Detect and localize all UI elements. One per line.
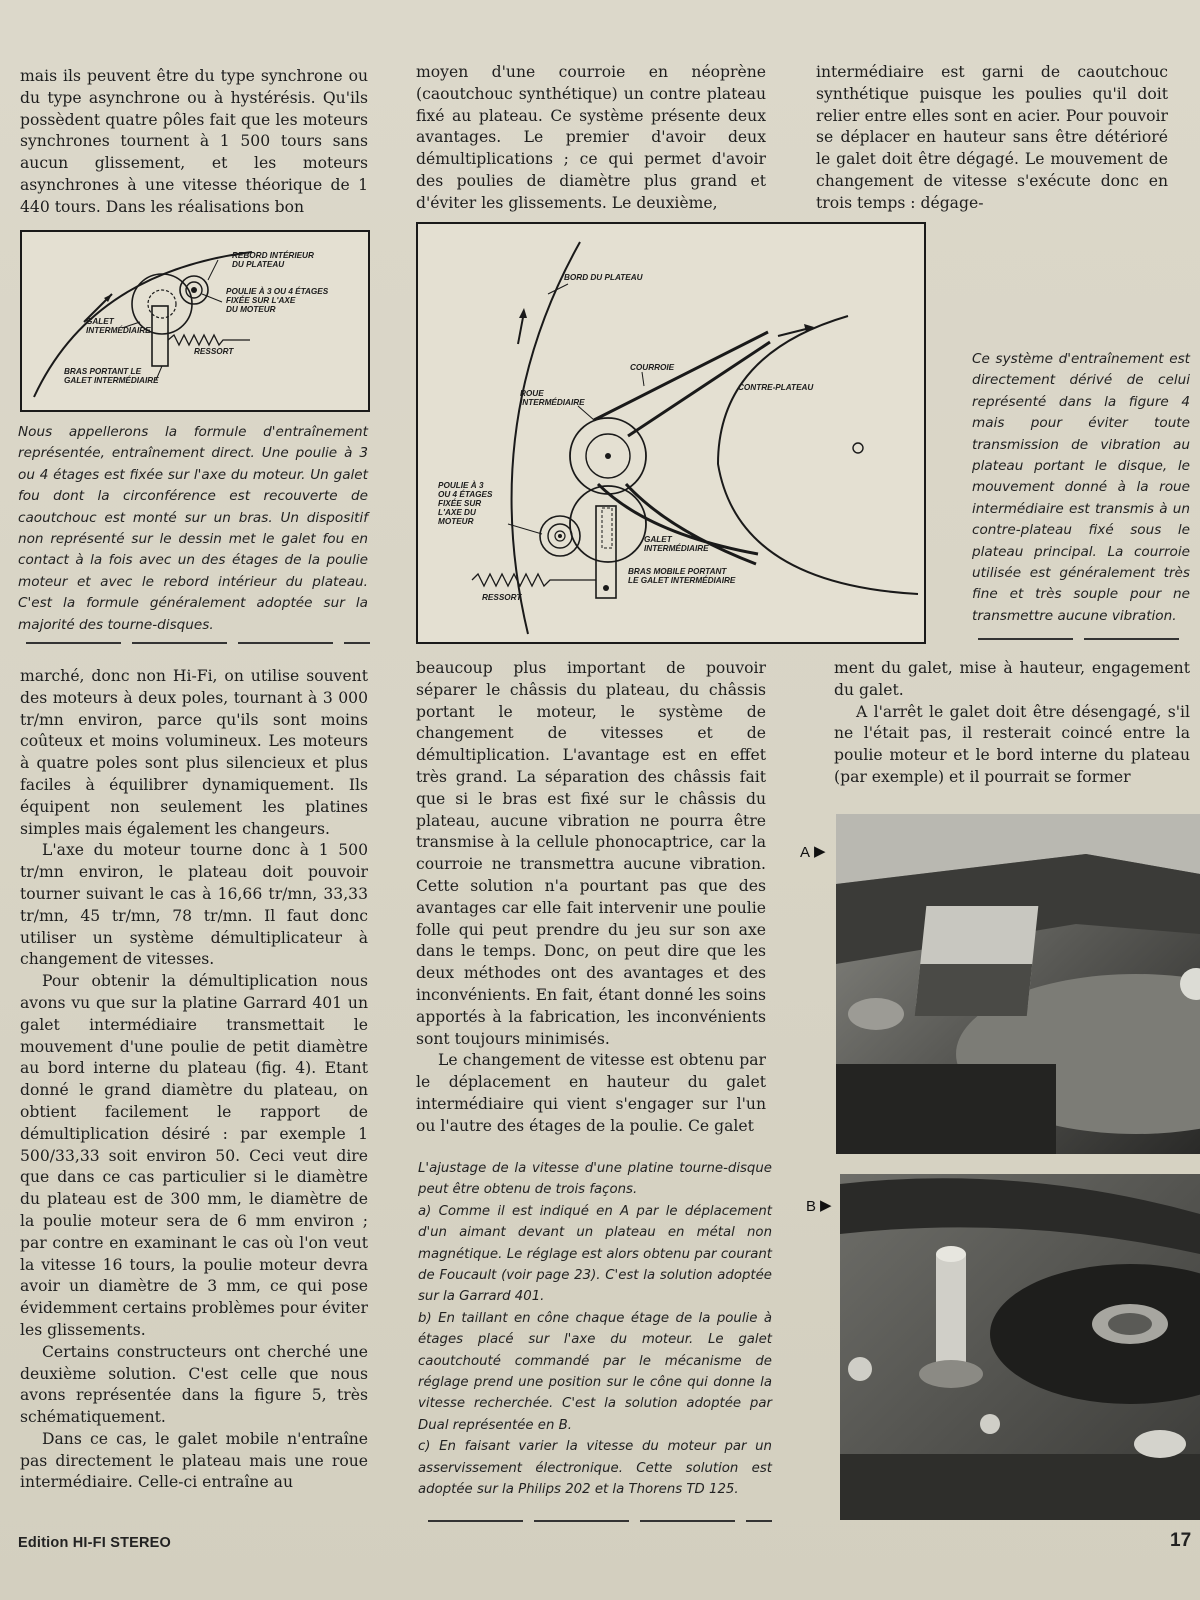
label-belt: COURROIE	[630, 363, 675, 372]
divider	[428, 1520, 772, 1522]
paragraph: L'axe du moteur tourne donc à 1 500 tr/mn environ, le plateau doit pouvoir tourner suivant le cas à 16,66 tr/mn, 33,33 tr/mn, 45 tr/mn, 78 tr/mn. Il faut donc utiliser un système démultiplicateur à changement de vitesses.	[20, 841, 368, 969]
figure-5-caption	[972, 349, 1190, 627]
spindle	[853, 443, 863, 453]
leader-line	[642, 372, 644, 386]
figure-4-direct-drive-diagram	[20, 230, 370, 412]
caption-b: b) En taillant en cône chaque étage de la poulie à étages placé sur l'axe du moteur. Le galet caoutchouté commandé par le mécanisme de réglage prend une position sur le cône qui donne la vitesse recherchée. C'est la solution adoptée par Dual représentée en B.	[418, 1310, 772, 1433]
paragraph: marché, donc non Hi-Fi, on utilise souvent des moteurs à deux poles, tournant à 3 000 tr/mn environ, parce qu'ils sont moins coûteux et moins volumineux. Les moteurs à quatre poles sont plus silencieux et plus faciles à équilibrer dynamiquement. Ils équipent non seulement les platines simples mais également les changeurs.	[20, 667, 368, 838]
caption-text: Ce système d'entraînement est directement dérivé de celui représenté dans la figure 4 mais pour éviter toute transmission de vibration au plateau portant le disque, le mouvement donné à la roue intermédiaire est transmis à un contre-plateau fixé sous le plateau principal. La courroie utilisée est généralement très fine et très souple pour ne transmettre aucune vibration.	[972, 351, 1190, 624]
photo-a-image	[836, 814, 1200, 1154]
leader-line	[578, 406, 594, 420]
column3-top-text	[816, 62, 1168, 215]
label-idler: GALET INTERMÉDIAIRE	[86, 317, 151, 335]
paragraph: intermédiaire est garni de caoutchouc synthétique puisque les poulies qu'il doit relier entre elles sont en acier. Pour pouvoir se déplacer en hauteur sans être détérioré le galet doit être dégagé. Le mouvement de changement de vitesse s'exécute donc en trois temps : dégage-	[816, 63, 1168, 212]
figure-4-svg	[22, 232, 368, 410]
wheel-axis	[605, 453, 611, 459]
column3-body	[834, 658, 1190, 789]
caption-a: a) Comme il est indiqué en A par le déplacement d'un aimant devant un plateau en métal non magnétique. Le réglage est alors obtenu par courant de Foucault (voir page 23). C'est la solution adoptée sur la Garrard 401.	[418, 1203, 772, 1305]
column1-body	[20, 666, 368, 1494]
column1-top-text	[20, 66, 368, 219]
column2-body	[416, 658, 766, 1138]
mobile-arm	[596, 506, 616, 598]
paragraph: mais ils peuvent être du type synchrone ou du type asynchrone ou à hystérésis. Qu'ils possèdent quatre pôles fait que les moteurs synchrones tournent à 1 500 tours sans aucun glissement, et les moteurs asynchrones à une vitesse théorique de 1 440 tours. Dans les réalisations bon	[20, 67, 368, 216]
label-wheel: ROUE INTERMÉDIAIRE	[520, 389, 585, 407]
photo-b-marker: B	[806, 1198, 817, 1215]
label-spring: RESSORT	[194, 347, 234, 356]
paragraph: moyen d'une courroie en néoprène (caoutchouc synthétique) un contre plateau fixé au plateau. Ce système présente deux avantages. Le premier d'avoir deux démultiplications ; ce qui permet d'avoir des poulies de diamètre plus grand et d'éviter les glissements. Le deuxième,	[416, 63, 766, 212]
paragraph: beaucoup plus important de pouvoir séparer le châssis du plateau, du châssis portant le moteur, le système de changement de vitesses et de démultiplication. L'avantage est en effet très grand. La séparation des châssis fait que si le bras est fixé sur le châssis du plateau, aucune vibration ne pourra être transmise à la cellule phonocaptrice, car la courroie ne transmettra aucune vibration. Cette solution n'a pourtant pas que des avantages car elle fait intervenir une poulie folle qui peut prendre du jeu sur son axe dans le temps. Donc, on peut dire que les deux méthodes ont des avantages et des inconvénients. En fait, étant donné les soins apportés à la fabrication, les inconvénients sont toujours minimisés.	[416, 659, 766, 1048]
page-number: 17	[1170, 1530, 1192, 1551]
caption-intro: L'ajustage de la vitesse d'une platine tourne-disque peut être obtenu de trois façons.	[418, 1161, 772, 1198]
caption-c: c) En faisant varier la vitesse du moteur par un asservissement électronique. Cette solution est adoptée sur la Philips 202 et la Thorens TD 125.	[418, 1439, 772, 1498]
paragraph: Pour obtenir la démultiplication nous avons vu que sur la platine Garrard 401 un galet intermédiaire transmettait le mouvement d'une poulie de petit diamètre au bord interne du plateau (fig. 4). Etant donné le grand diamètre du plateau, on obtient facilement le rapport de démultiplication désiré : par exemple 1 500/33,33 soit environ 50. Ceci veut dire que dans ce cas particulier si le diamètre du plateau est de 300 mm, le diamètre de la poulie moteur sera de 6 mm environ ; par contre en examinant le cas où l'on veut la vitesse 16 tours, la poulie moteur devra avoir un diamètre de 3 mm, ce qui pose évidemment certains problèmes pour éviter les glissements.	[20, 972, 368, 1339]
label-arm: BRAS MOBILE PORTANT LE GALET INTERMÉDIAIRE	[628, 567, 736, 585]
paragraph: Certains constructeurs ont cherché une deuxième solution. C'est celle que nous avons représentée dans la figure 5, très schématiquement.	[20, 1342, 368, 1427]
label-rim: REBORD INTÉRIEUR DU PLATEAU	[232, 251, 314, 269]
label-idler: GALET INTERMÉDIAIRE	[644, 535, 709, 553]
label-pulley: POULIE À 3 OU 4 ÉTAGES FIXÉE SUR L'AXE DU MOTEUR	[438, 481, 493, 526]
paragraph: A l'arrêt le galet doit être désengagé, s'il ne l'était pas, il resterait coincé entre la poulie moteur et le bord interne du plateau (par exemple) et il pourrait se former	[834, 702, 1190, 786]
figure-5-svg	[418, 224, 924, 642]
plateau-edge	[512, 242, 580, 634]
idler-wheel	[132, 274, 192, 334]
figure-4-caption	[18, 422, 368, 636]
arm-slot	[602, 508, 612, 548]
label-counter-plateau: CONTRE-PLATEAU	[738, 383, 814, 392]
photo-a-magnet-brake	[836, 814, 1200, 1154]
figure-5-belt-drive-diagram	[416, 222, 926, 644]
divider	[978, 638, 1190, 640]
column2-top-text	[416, 62, 766, 215]
photo-a-arrow-icon: ▶	[814, 843, 826, 860]
photos-caption	[418, 1158, 772, 1501]
footer-edition: Edition HI-FI STEREO	[18, 1535, 172, 1551]
label-spring: RESSORT	[482, 593, 522, 602]
photo-a-marker: A	[800, 844, 811, 861]
arm-pivot	[603, 585, 609, 591]
motor-axis	[558, 534, 562, 538]
spring-zigzag	[168, 335, 250, 345]
photo-b-cone-pulley	[840, 1174, 1200, 1520]
paragraph: Dans ce cas, le galet mobile n'entraîne pas directement le plateau mais une roue intermédiaire. Celle-ci entraîne au	[20, 1429, 368, 1492]
divider	[26, 642, 370, 644]
arrow-head	[519, 308, 527, 318]
leader-line	[208, 260, 218, 280]
label-arm: BRAS PORTANT LE GALET INTERMÉDIAIRE	[64, 367, 159, 385]
label-rim: BORD DU PLATEAU	[564, 273, 643, 282]
photo-b-arrow-icon: ▶	[820, 1197, 832, 1214]
idler-arm	[152, 306, 168, 366]
idler-wheel	[570, 486, 646, 562]
photo-b-image	[840, 1174, 1200, 1520]
spring-zigzag	[472, 574, 596, 586]
paragraph: Le changement de vitesse est obtenu par le déplacement en hauteur du galet intermédiaire qui vient s'engager sur l'un ou l'autre des étages de la poulie. Ce galet	[416, 1051, 766, 1135]
label-pulley: POULIE À 3 OU 4 ÉTAGES FIXÉE SUR L'AXE DU MOTEUR	[226, 287, 329, 314]
motor-axis	[191, 287, 197, 293]
paragraph: ment du galet, mise à hauteur, engagement du galet.	[834, 659, 1190, 699]
caption-text: Nous appellerons la formule d'entraînement représentée, entraînement direct. Une poulie à 3 ou 4 étages est fixée sur l'axe du moteur. Un galet fou dont la circonférence est recouverte de caoutchouc est monté sur un bras. Un dispositif non représenté sur le dessin met le galet fou en contact à la fois avec un des étages de la poulie moteur et avec le rebord intérieur du plateau. C'est la formule généralement adoptée sur la majorité des tourne-disques.	[18, 424, 368, 633]
